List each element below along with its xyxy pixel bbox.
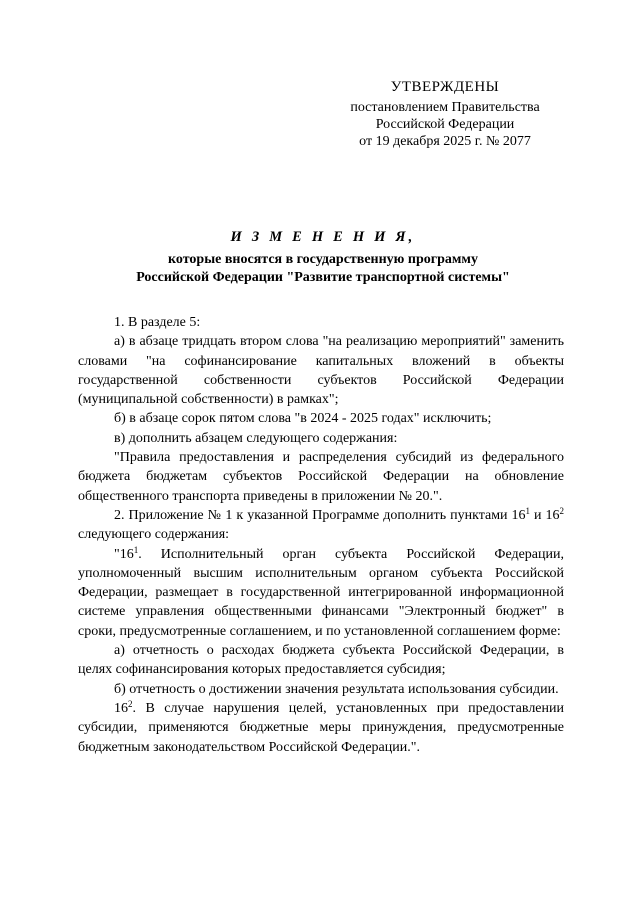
paragraph-6-sup-1: 1	[525, 505, 531, 516]
paragraph-6-text-c: следующего содержания:	[78, 527, 230, 543]
paragraph-7-sup: 1	[133, 544, 139, 555]
paragraph-10	[78, 699, 564, 757]
approval-line-3: от 19 декабря 2025 г. № 2077	[359, 134, 531, 149]
document-subtitle-line-2: Российской Федерации "Развитие транспортной системы"	[136, 270, 510, 285]
paragraph-2: а) в абзаце тридцать втором слова "на реализацию мероприятий" заменить словами "на софинансирование капитальных вложений в объекты государственной собственности субъектов Российской Федерации (муниципальной собственности) в рамках";	[78, 334, 564, 408]
paragraph-10-text-b: . В случае нарушения целей, установленных при предоставлении субсидии, применяются бюджетные меры принуждения, предусмотренные бюджетным законодательством Российской Федерации.".	[78, 700, 564, 755]
document-title: И З М Е Н Е Н И Я,	[230, 229, 416, 245]
paragraph-7-text-a: "16	[114, 546, 134, 562]
paragraph-10-sup: 2	[128, 698, 133, 709]
paragraph-3: б) в абзаце сорок пятом слова "в 2024 - 2025 годах" исключить;	[114, 411, 492, 427]
approval-line-1: постановлением Правительства	[350, 100, 540, 115]
paragraph-6-sup-2: 2	[559, 505, 564, 516]
paragraph-6	[78, 506, 564, 545]
paragraph-10-text-a: 16	[114, 700, 128, 716]
paragraph-1: 1. В разделе 5:	[114, 315, 201, 330]
approval-line-2: Российской Федерации	[375, 117, 515, 132]
document-subtitle-line-1: которые вносятся в государственную программу	[168, 252, 478, 267]
approval-title: УТВЕРЖДЕНЫ	[390, 79, 500, 95]
document-body	[78, 313, 564, 757]
paragraph-6-text-b: и 16	[530, 507, 560, 523]
paragraph-8: а) отчетность о расходах бюджета субъекта Российской Федерации, в целях софинансирования которых предоставляется субсидия;	[78, 643, 564, 678]
paragraph-4: в) дополнить абзацем следующего содержания:	[114, 430, 398, 446]
approval-stamp	[330, 79, 560, 150]
paragraph-7-text-b: . Исполнительный орган субъекта Российской Федерации, уполномоченный высшим исполнительным органом субъекта Российской Федерации, размещает в государственной интегрированной информационной системе управления общественными финансами "Электронный бюджет" в сроки, предусмотренные соглашением, и по установленной соглашением форме:	[78, 546, 564, 639]
document-heading	[60, 228, 586, 287]
paragraph-7	[78, 545, 564, 641]
paragraph-5: "Правила предоставления и распределения субсидий из федерального бюджета бюджетам субъектов Российской Федерации на обновление общественного транспорта приведены в приложении № 20.".	[78, 450, 564, 504]
paragraph-9: б) отчетность о достижении значения результата использования субсидии.	[114, 681, 559, 697]
paragraph-6-text-a: 2. Приложение № 1 к указанной Программе дополнить пунктами 16	[114, 507, 526, 523]
